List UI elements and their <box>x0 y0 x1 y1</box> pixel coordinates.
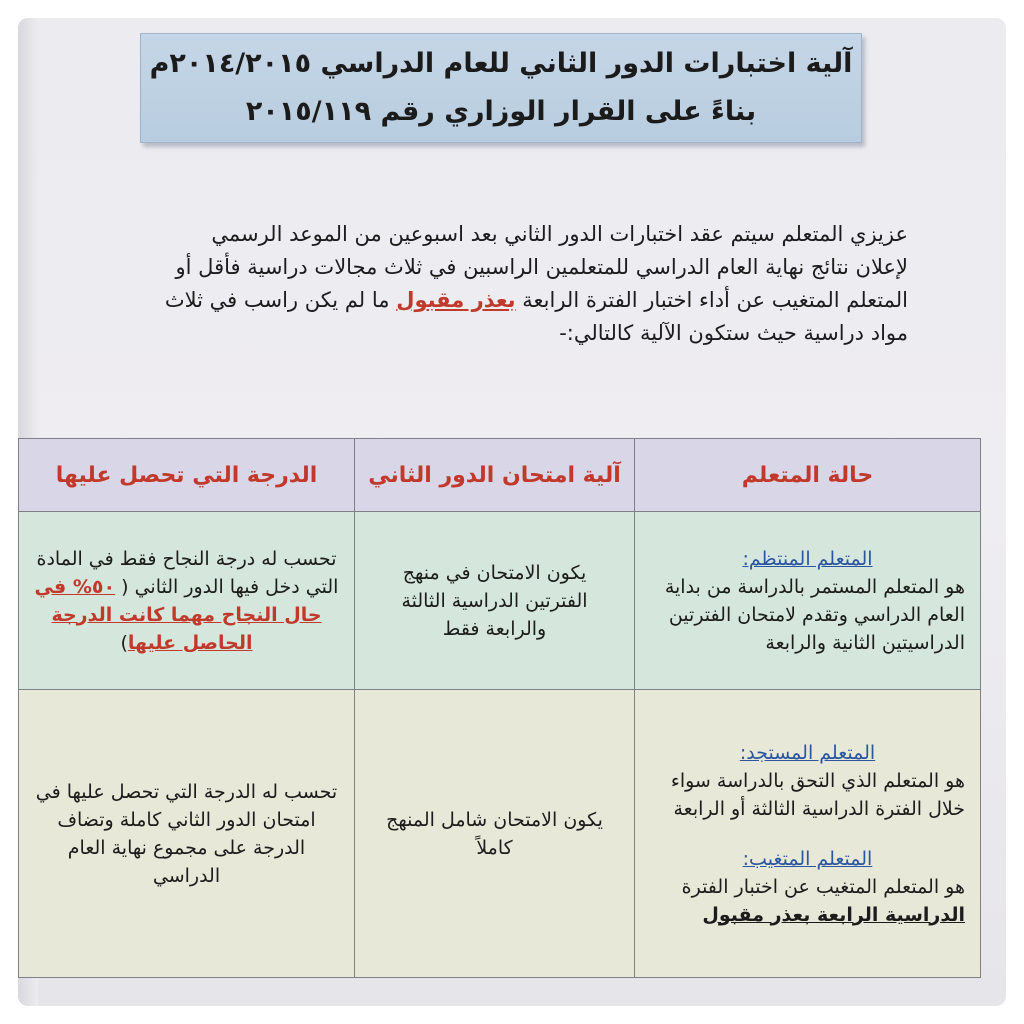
cell-grade-regular <box>19 512 355 690</box>
intro-paragraph <box>158 218 908 350</box>
header-exam-mechanism: آلية امتحان الدور الثاني <box>355 439 635 512</box>
intro-text-2: ما لم يكن راسب في ثلاث مواد دراسية حيث ستكون الآلية كالتالي:- <box>164 288 908 345</box>
grade-new-absent-text: تحسب له الدرجة التي تحصل عليها في امتحان الدور الثاني كاملة وتضاف الدرجة على مجموع نهاية العام الدراسي <box>35 780 338 887</box>
document-photo <box>18 18 1006 1006</box>
title-line-1: آلية اختبارات الدور الثاني للعام الدراسي ٢٠١٤/٢٠١٥م <box>149 48 853 79</box>
label-new-student: المتعلم المستجد: <box>739 741 876 764</box>
cell-mechanism-regular <box>355 512 635 690</box>
table-row <box>19 690 981 978</box>
grade-regular-text: تحسب له درجة النجاح فقط في المادة التي دخل فيها الدور الثاني ( <box>36 547 339 598</box>
cell-status-new-absent <box>635 690 981 978</box>
grade-regular-highlight: ٥٠% في حال النجاح مهما كانت الدرجة الحاصل عليها <box>34 575 322 654</box>
intro-text-1: عزيزي المتعلم سيتم عقد اختبارات الدور الثاني بعد اسبوعين من الموعد الرسمي لإعلان نتائج نهاية العام الدراسي للمتعلمين الراسبين في ثلاث مجالات دراسية فأقل أو المتعلم المتغيب عن أداء اختبار الفترة الرابعة <box>175 222 908 312</box>
table-row <box>19 512 981 690</box>
header-grade: الدرجة التي تحصل عليها <box>19 439 355 512</box>
cell-mechanism-new-absent <box>355 690 635 978</box>
mechanism-table <box>18 438 981 978</box>
mechanism-regular-text: يكون الامتحان في منهج الفترتين الدراسية الثالثة والرابعة فقط <box>401 561 588 640</box>
title-box <box>140 33 862 143</box>
cell-status-regular <box>635 512 981 690</box>
grade-regular-close: ) <box>120 631 128 654</box>
absent-student-emphasis: الدراسية الرابعة بعذر مقبول <box>702 903 965 926</box>
regular-student-desc: هو المتعلم المستمر بالدراسة من بداية العام الدراسي وتقدم لامتحان الفترتين الدراسيتين الثانية والرابعة <box>664 575 965 654</box>
header-student-status: حالة المتعلم <box>635 439 981 512</box>
label-regular-student: المتعلم المنتظم: <box>742 547 873 570</box>
label-absent-student: المتعلم المتغيب: <box>742 847 873 870</box>
table-header-row <box>19 439 981 512</box>
title-line-2: بناءً على القرار الوزاري رقم ٢٠١٥/١١٩ <box>245 96 757 127</box>
absent-student-desc: هو المتعلم المتغيب عن اختبار الفترة <box>681 875 965 898</box>
intro-highlight: بعذر مقبول <box>396 288 516 312</box>
mechanism-new-absent-text: يكون الامتحان شامل المنهج كاملاً <box>386 808 603 859</box>
cell-grade-new-absent <box>19 690 355 978</box>
new-student-desc: هو المتعلم الذي التحق بالدراسة سواء خلال الفترة الدراسية الثالثة أو الرابعة <box>670 769 965 820</box>
